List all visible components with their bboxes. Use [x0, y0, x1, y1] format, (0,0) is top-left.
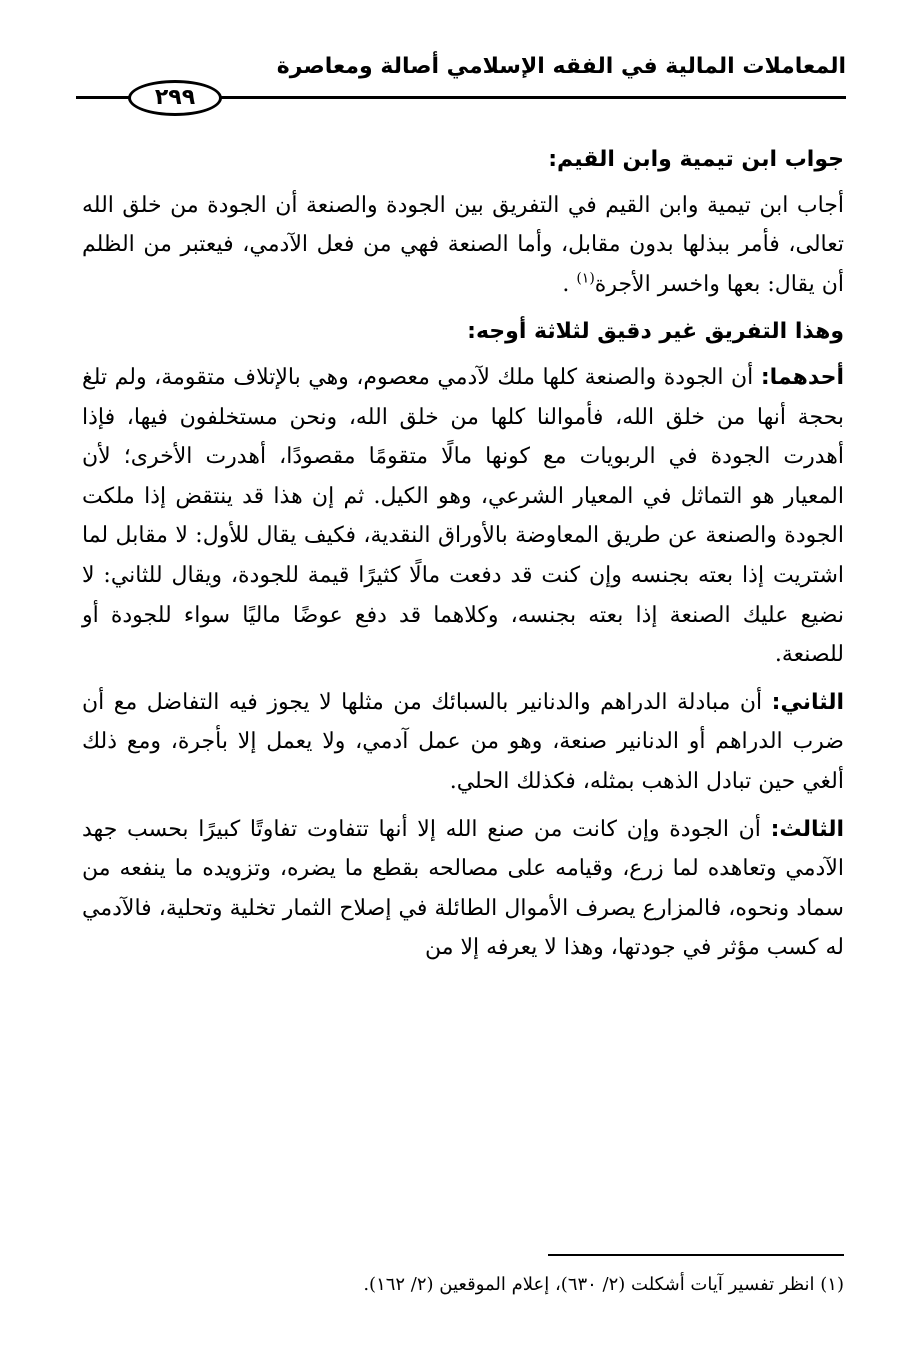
running-header-title: المعاملات المالية في الفقه الإسلامي أصالة ومعاصرة — [276, 54, 846, 79]
paragraph-1-text: أجاب ابن تيمية وابن القيم في التفريق بين الجودة والصنعة أن الجودة من خلق الله تعالى، فأمر ببذلها بدون مقابل، وأما الصنعة فهي من فعل الآدمي، فيعتبر من الظلم أن يقال: بعها واخسر الأجرة — [82, 192, 844, 297]
footnote-rule — [548, 1254, 844, 1256]
page-number: ٢٩٩ — [128, 80, 222, 116]
point-1-text: أن الجودة والصنعة كلها ملك لآدمي معصوم، وهي بالإتلاف متقومة، ولم تلغ بحجة أنها من خلق الله، فأموالنا كلها من خلق الله، ونحن مستخلفون فيها، فإذا أهدرت الجودة في الربويات مع كونها مالًا متقومًا مقصودًا، أهدرت الأخرى؛ لأن المعيار هو التماثل في المعيار الشرعي، وهو الكيل. ثم إن هذا قد ينتقض إذا ملكت الجودة والصنعة عن طريق المعاوضة بالأوراق النقدية، فكيف يقال للأول: لا مقابل لما اشتريت إذا بعته بجنسه وإن كنت قد دفعت مالًا كثيرًا قيمة للجودة، ويقال للثاني: لا نضيع عليك الصنعة إذا بعته بجنسه، وكلاهما قد دفع عوضًا ماليًا سواء للجودة أو للصنعة. — [82, 364, 844, 668]
point-1-label: أحدهما: — [760, 364, 844, 390]
section-heading: جواب ابن تيمية وابن القيم: — [548, 147, 844, 172]
footnote-ref[interactable]: (١) — [576, 270, 595, 287]
point-2 — [82, 683, 844, 802]
point-3 — [82, 810, 844, 968]
point-1 — [82, 358, 844, 675]
footnote: (١) انظر تفسير آيات أشكلت (٢/ ٦٣٠)، إعلام الموقعين (٢/ ١٦٢). — [363, 1274, 844, 1295]
main-text — [82, 140, 844, 976]
point-2-label: الثاني: — [771, 689, 844, 715]
point-3-label: الثالث: — [770, 816, 844, 842]
paragraph-1-end: . — [562, 271, 570, 297]
section-heading-2: وهذا التفريق غير دقيق لثلاثة أوجه: — [467, 319, 844, 345]
point-2-text: أن مبادلة الدراهم والدنانير بالسبائك من مثلها لا يجوز فيه التفاضل مع أن ضرب الدراهم أو الدنانير صنعة، وهو من عمل آدمي، ولا يعمل إلا بأجرة، ومع ذلك ألغي حين تبادل الذهب بمثله، فكذلك الحلي. — [82, 689, 844, 794]
paragraph-1 — [82, 186, 844, 305]
point-3-text: أن الجودة وإن كانت من صنع الله إلا أنها تتفاوت تفاوتًا كبيرًا بحسب جهد الآدمي وتعاهده لما زرع، وقيامه على مصالحه بقطع ما يضره، وتزويده ما ينفعه من سماد ونحوه، فالمزارع يصرف الأموال الطائلة في إصلاح الثمار تخلية وتحلية، فالآدمي له كسب مؤثر في جودتها، وهذا لا يعرفه إلا من — [82, 816, 844, 961]
